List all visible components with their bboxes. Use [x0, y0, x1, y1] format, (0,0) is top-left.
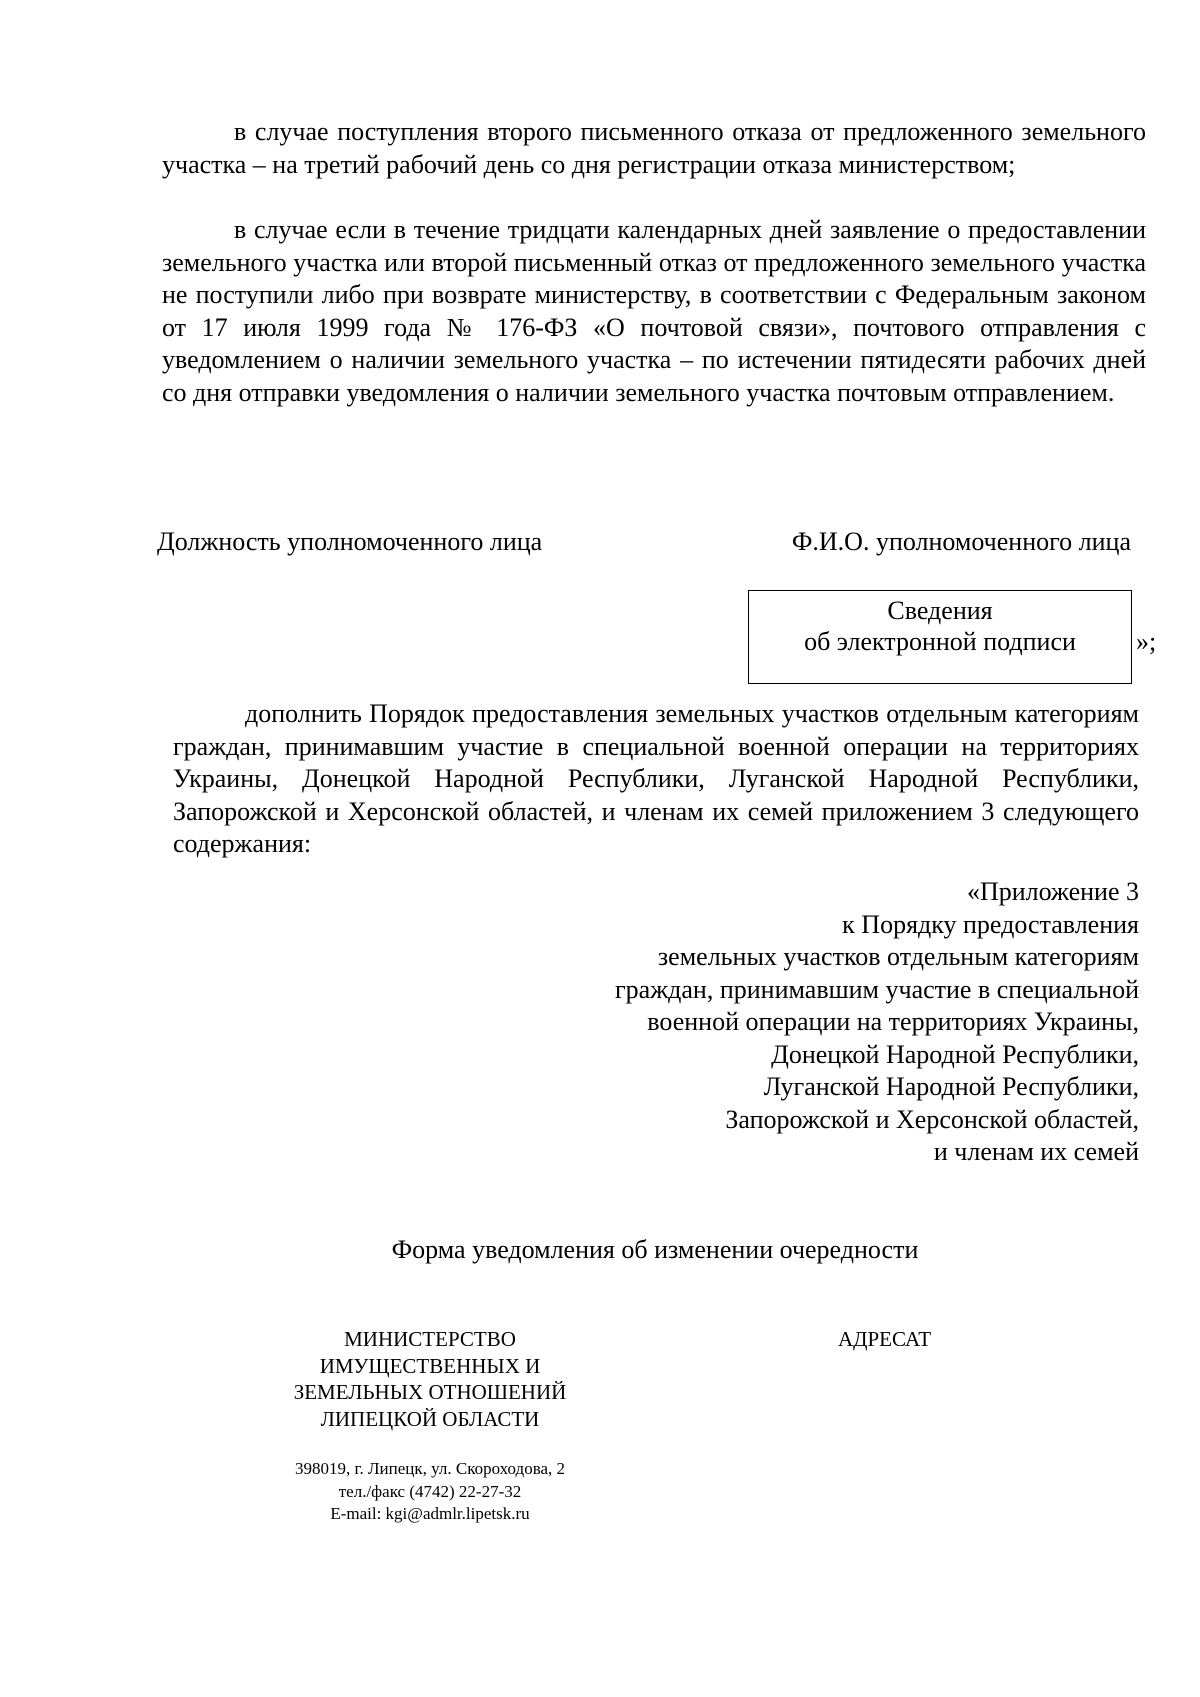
- ministry-header: [260, 1326, 600, 1432]
- electronic-signature-box: [748, 590, 1132, 684]
- closing-quote: »;: [1136, 627, 1157, 656]
- contact-address: 398019, г. Липецк, ул. Скороходова, 2: [294, 1459, 566, 1478]
- appendix-heading: [615, 876, 1139, 1169]
- appendix-line: Луганской Народной Республики,: [763, 1072, 1139, 1101]
- appendix-line: Запорожской и Херсонской областей,: [725, 1104, 1139, 1134]
- paragraph-second-refusal: в случае поступления второго письменного отказа от предложенного земельного участка – на третий рабочий день со дня регистрации отказа министерством;: [162, 117, 1146, 179]
- appendix-line: «Приложение 3: [966, 877, 1139, 906]
- ministry-line: МИНИСТЕРСТВО: [344, 1327, 516, 1351]
- ministry-contacts: [260, 1458, 600, 1526]
- form-title: Форма уведомления об изменении очередности: [391, 1235, 919, 1264]
- ministry-line: ЗЕМЕЛЬНЫХ ОТНОШЕНИЙ: [293, 1380, 567, 1404]
- paragraph-thirty-days: в случае если в течение тридцати календарных дней заявление о предоставлении земельного участка или второй письменный отказ от предложенного земельного участка не поступили либо при возврате министерству, в соответствии с Федеральным законом от 17 июля 1999 года № 176-ФЗ «О почтовой связи», почтового отправления с уведомлением о наличии земельного участка – по истечении пятидесяти рабочих дней со дня отправки уведомления о наличии земельного участка почтовым отправлением.: [162, 215, 1146, 407]
- appendix-line: Донецкой Народной Республики,: [771, 1039, 1139, 1069]
- appendix-line: земельных участков отдельным категориям: [657, 942, 1139, 971]
- contact-email: E-mail: kgi@admlr.lipetsk.ru: [330, 1504, 530, 1523]
- appendix-line: граждан, принимавшим участие в специальной: [615, 974, 1139, 1004]
- ministry-line: ЛИПЕЦКОЙ ОБЛАСТИ: [320, 1406, 540, 1431]
- appendix-line: к Порядку предоставления: [842, 909, 1139, 939]
- paragraph-amendment: дополнить Порядок предоставления земельных участков отдельным категориям граждан, принимавшим участие в специальной военной операции на территориях Украины, Донецкой Народной Республики, Луганской Народной Республики, Запорожской и Херсонской областей, и членам их семей приложением 3 следующего содержания:: [173, 699, 1139, 859]
- contact-phone: тел./факс (4742) 22-27-32: [338, 1481, 522, 1501]
- signatory-position-label: Должность уполномоченного лица: [157, 527, 543, 556]
- addressee-label: АДРЕСАТ: [838, 1327, 932, 1351]
- esig-line-2: об электронной подписи: [804, 627, 1076, 656]
- ministry-line: ИМУЩЕСТВЕННЫХ И: [319, 1353, 541, 1378]
- signatory-name-label: Ф.И.О. уполномоченного лица: [791, 527, 1131, 556]
- appendix-line: военной операции на территориях Украины,: [647, 1007, 1139, 1036]
- appendix-line: и членам их семей: [933, 1137, 1139, 1166]
- esig-line-1: Сведения: [887, 596, 993, 625]
